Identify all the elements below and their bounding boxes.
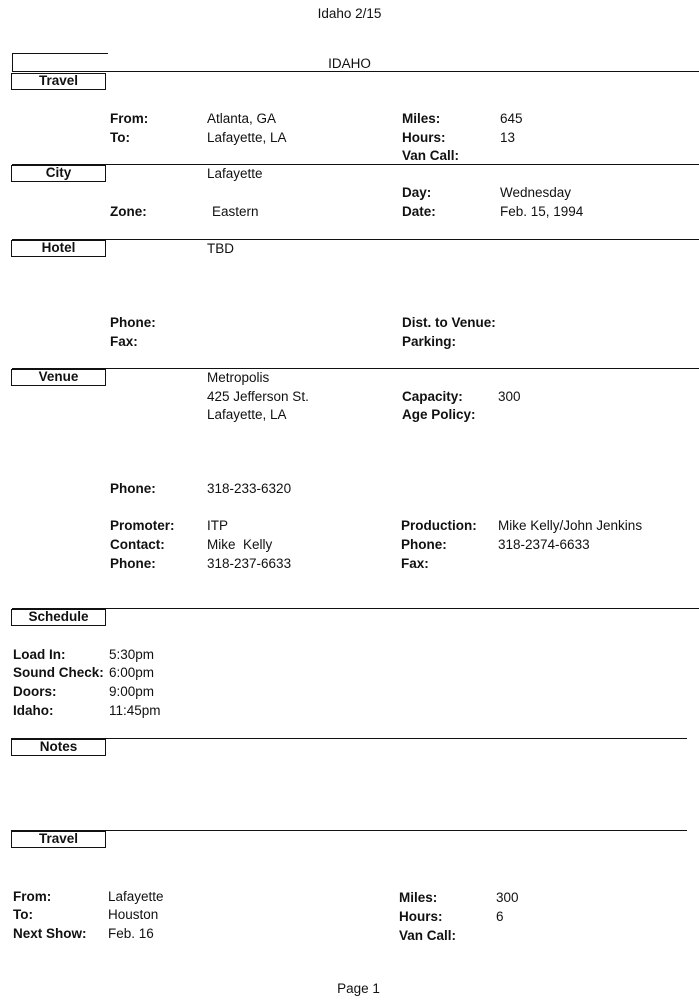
divider [12,164,699,165]
hours-value: 13 [500,130,516,145]
schedule-item-time: 9:00pm [109,684,155,699]
section-venue-label: Venue [11,369,106,386]
next-from-value: Lafayette [108,889,164,904]
date-label: Date: [402,204,436,219]
promoter-value: ITP [207,518,229,533]
schedule-item-label: Doors: [13,684,57,699]
day-value: Wednesday [500,185,572,200]
schedule-item-time: 5:30pm [109,647,155,662]
to-label: To: [110,130,130,145]
contact-phone-label: Phone: [110,556,156,571]
production-phone-label: Phone: [401,537,447,552]
next-show-label: Next Show: [13,926,87,941]
section-hotel-label: Hotel [11,240,106,257]
next-hours-value: 6 [496,909,504,924]
schedule-item-label: Sound Check: [13,665,104,680]
next-from-label: From: [13,889,52,904]
hotel-fax-label: Fax: [110,334,138,349]
from-label: From: [110,111,149,126]
section-notes-label: Notes [11,739,106,756]
day-label: Day: [402,185,432,200]
production-phone-value: 318-2374-6633 [498,537,590,552]
venue-phone-value: 318-233-6320 [207,481,292,496]
section-schedule-label: Schedule [11,609,106,626]
next-to-value: Houston [108,907,159,922]
divider [12,608,699,609]
section-travel-label: Travel [11,73,106,90]
divider [11,738,687,739]
production-fax-label: Fax: [401,556,429,571]
divider [11,830,687,831]
next-to-label: To: [13,907,33,922]
divider [12,368,699,369]
city-name: Lafayette [207,166,263,181]
zone-value: Eastern [212,204,259,219]
next-miles-value: 300 [496,890,519,905]
venue-city: Lafayette, LA [207,407,287,422]
venue-phone-label: Phone: [110,481,156,496]
contact-value: Mike Kelly [207,537,273,552]
venue-name: Metropolis [207,370,270,385]
schedule-item-time: 11:45pm [109,703,161,718]
capacity-label: Capacity: [402,389,463,404]
next-miles-label: Miles: [399,890,438,905]
schedule-item-label: Idaho: [13,703,54,718]
van-call-label: Van Call: [402,148,460,163]
zone-label: Zone: [110,204,147,219]
date-value: Feb. 15, 1994 [500,204,584,219]
running-header: Idaho 2/15 [317,6,382,21]
miles-label: Miles: [402,111,441,126]
miles-value: 645 [500,111,523,126]
next-hours-label: Hours: [399,909,443,924]
hotel-phone-label: Phone: [110,315,156,330]
production-value: Mike Kelly/John Jenkins [498,518,643,533]
contact-label: Contact: [110,537,165,552]
promoter-label: Promoter: [110,518,175,533]
age-policy-label: Age Policy: [402,407,476,422]
to-value: Lafayette, LA [207,130,287,145]
from-value: Atlanta, GA [207,111,277,126]
next-van-call-label: Van Call: [399,928,457,943]
divider [12,239,699,240]
schedule-item-label: Load In: [13,647,66,662]
capacity-value: 300 [498,389,521,404]
venue-street: 425 Jefferson St. [207,389,309,404]
hours-label: Hours: [402,130,446,145]
parking-label: Parking: [402,334,457,349]
production-label: Production: [401,518,477,533]
next-show-value: Feb. 16 [108,926,154,941]
section-travel-next-label: Travel [11,831,106,848]
page-title: IDAHO [328,56,371,71]
divider [12,71,699,72]
hotel-name: TBD [207,241,234,256]
dist-to-venue-label: Dist. to Venue: [402,315,496,330]
page-number: Page 1 [337,981,380,996]
schedule-item-time: 6:00pm [109,665,155,680]
section-city-label: City [11,165,106,182]
contact-phone-value: 318-237-6633 [207,556,292,571]
